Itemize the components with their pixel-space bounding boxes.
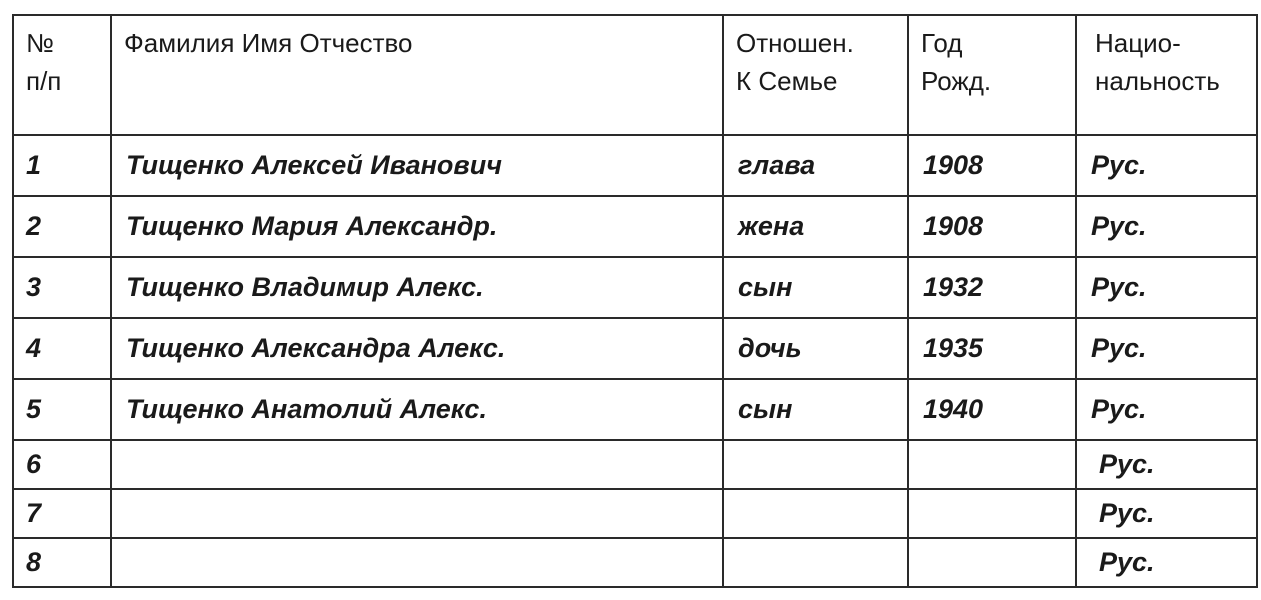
cell-nationality: Рус.	[1076, 379, 1257, 440]
cell-relation: сын	[723, 257, 908, 318]
cell-number: 2	[13, 196, 111, 257]
cell-number: 7	[13, 489, 111, 538]
table-row	[13, 440, 1257, 489]
cell-full-name	[111, 538, 723, 587]
header-number	[13, 15, 111, 135]
table-row	[13, 538, 1257, 587]
cell-relation	[723, 538, 908, 587]
table-row	[13, 257, 1257, 318]
cell-relation: глава	[723, 135, 908, 196]
cell-relation: сын	[723, 379, 908, 440]
table-row	[13, 489, 1257, 538]
cell-birth-year: 1935	[908, 318, 1076, 379]
cell-full-name: Тищенко Алексей Иванович	[111, 135, 723, 196]
cell-birth-year: 1908	[908, 196, 1076, 257]
header-row	[13, 15, 1257, 135]
header-full-name	[111, 15, 723, 135]
header-birth-year-line1: Год	[921, 28, 963, 58]
cell-relation	[723, 489, 908, 538]
header-birth-year-line2: Рожд.	[921, 66, 992, 96]
table-row	[13, 196, 1257, 257]
cell-relation: жена	[723, 196, 908, 257]
header-number-line1: №	[26, 28, 54, 58]
header-nationality-line1: Нацио-	[1095, 28, 1181, 58]
cell-nationality: Рус.	[1076, 489, 1257, 538]
cell-birth-year	[908, 489, 1076, 538]
cell-number: 3	[13, 257, 111, 318]
cell-nationality: Рус.	[1076, 440, 1257, 489]
cell-number: 6	[13, 440, 111, 489]
header-relation	[723, 15, 908, 135]
header-nationality	[1076, 15, 1257, 135]
cell-full-name: Тищенко Александра Алекс.	[111, 318, 723, 379]
cell-number: 8	[13, 538, 111, 587]
cell-full-name: Тищенко Мария Александр.	[111, 196, 723, 257]
table-row	[13, 379, 1257, 440]
cell-full-name: Тищенко Владимир Алекс.	[111, 257, 723, 318]
cell-number: 1	[13, 135, 111, 196]
cell-relation	[723, 440, 908, 489]
header-number-line2: п/п	[26, 66, 62, 96]
header-relation-line2: К Семье	[736, 66, 838, 96]
cell-nationality: Рус.	[1076, 257, 1257, 318]
cell-full-name: Тищенко Анатолий Алекс.	[111, 379, 723, 440]
header-nationality-line2: нальность	[1095, 66, 1220, 96]
cell-nationality: Рус.	[1076, 135, 1257, 196]
cell-full-name	[111, 440, 723, 489]
header-full-name-line1: Фамилия Имя Отчество	[124, 28, 413, 58]
header-relation-line1: Отношен.	[736, 28, 854, 58]
header-birth-year	[908, 15, 1076, 135]
cell-birth-year	[908, 440, 1076, 489]
cell-nationality: Рус.	[1076, 318, 1257, 379]
cell-full-name	[111, 489, 723, 538]
cell-number: 5	[13, 379, 111, 440]
cell-birth-year	[908, 538, 1076, 587]
cell-number: 4	[13, 318, 111, 379]
table-row	[13, 135, 1257, 196]
cell-relation: дочь	[723, 318, 908, 379]
cell-birth-year: 1940	[908, 379, 1076, 440]
cell-nationality: Рус.	[1076, 538, 1257, 587]
family-table	[12, 14, 1258, 588]
cell-nationality: Рус.	[1076, 196, 1257, 257]
cell-birth-year: 1908	[908, 135, 1076, 196]
table-row	[13, 318, 1257, 379]
cell-birth-year: 1932	[908, 257, 1076, 318]
